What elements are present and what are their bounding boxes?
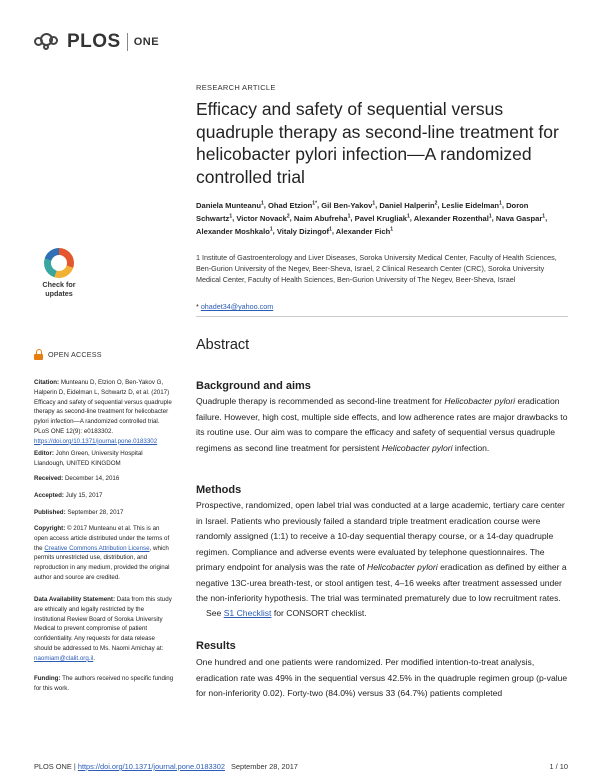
- plos-circles-icon: [34, 31, 64, 53]
- received-date: Received: December 14, 2016: [34, 475, 120, 482]
- author-name: Leslie Eidelman$^1$: [441, 200, 502, 210]
- affiliations: 1 Institute of Gastroenterology and Liver Diseases, Soroka University Medical Center, Faculty of Health Sciences, Ben-Gurion University of the Negev, Beer-Sheva, Israel, 2 Clinical Research Center (CRC), Soroka University Medical Center, Faculty of Health Sciences, Ben-Gurion University of The Negev, Beer-Sheva, Israel: [196, 253, 557, 284]
- editor-block: Editor: John Green, University Hospital Llandough, UNITED KINGDOM: [34, 450, 143, 467]
- s1-checklist-link[interactable]: S1 Checklist: [223, 608, 272, 618]
- page-footer: [34, 762, 568, 771]
- footer-doi-link[interactable]: https://doi.org/10.1371/journal.pone.0183302: [77, 762, 225, 771]
- results-paragraph: One hundred and one patients were randomized. Per modified intention-to-treat analysis, eradication rate was 49% in the sequential versus 42.5% in the quadruple regimen group (p-value for non-inferiority 0.02). Forty-two (84.0%) versus 33 (64.7%) patients completed: [196, 657, 568, 698]
- author-name: Alexander Rozenthal$^1$: [413, 213, 492, 223]
- email-marker: *: [196, 302, 199, 311]
- author-name: Daniela Munteanu$^1$: [196, 200, 264, 210]
- open-access-label: OPEN ACCESS: [34, 349, 102, 360]
- footer-separator: |: [71, 762, 78, 771]
- badge-label: Check for updates: [42, 280, 76, 298]
- logo-text: PLOS: [67, 31, 121, 52]
- citation-doi-link[interactable]: https://doi.org/10.1371/journal.pone.0183302: [34, 437, 158, 445]
- email-link[interactable]: ohadet34@yahoo.com: [200, 302, 274, 311]
- author-name: Nava Gaspar$^1$: [495, 213, 546, 223]
- published-date: Published: September 28, 2017: [34, 509, 124, 516]
- author-name: Pavel Krugliak$^1$: [354, 213, 410, 223]
- article-type: RESEARCH ARTICLE: [196, 83, 276, 92]
- data-contact-email-link[interactable]: naomiam@clalit.org.il: [34, 654, 94, 662]
- corresponding-email: [196, 302, 568, 311]
- author-name: Gil Ben-Yakov$^1$: [321, 200, 376, 210]
- methods-heading: Methods: [196, 484, 242, 496]
- abstract-heading: Abstract: [196, 337, 250, 353]
- author-name: Alexander Fich$^1$: [335, 226, 394, 236]
- author-name: Vitaly Dizingof$^1$: [276, 226, 332, 236]
- accepted-date: Accepted: July 15, 2017: [34, 492, 103, 499]
- author-name: Daniel Halperin$^2$: [379, 200, 438, 210]
- author-name: Victor Novack$^2$: [236, 213, 290, 223]
- methods-paragraph: Prospective, randomized, open label trial was conducted at a large academic, tertiary care center in Israel. Patients who previously failed a standard triple treatment eradication course were randomly assigned (1:1) to receive a 10-day sequential therapy course, or a 14-day quadruple regimen. Compliance and adverse events were evaluated by telephone questionnaires. The primary endpoint for analysis was the rate of Helicobacter pylori eradication as defined by either a negative 13C-urea breath-test, or stool antigen test, 4–16 weeks after treatment assessed under the non-inferiority hypothesis. The trial was terminated prematurely due to low recruitment rates.: [196, 500, 567, 603]
- author-name: Doron Schwartz$^1$: [196, 200, 529, 223]
- background-paragraph: Quadruple therapy is recommended as second-line treatment for Helicobacter pylori eradication failure. However, high cost, multiple side effects, and low adherence rates are major drawbacks to its routine use. Our aim was to compare the efficacy and safety of sequential versus quadruple regimens as second line treatment for persistent Helicobacter pylori infection.: [196, 396, 568, 453]
- footer-journal: PLOS ONE: [34, 762, 72, 771]
- header-divider: [196, 316, 568, 317]
- citation-block: Citation: Munteanu D, Etzion O, Ben-Yakov G, Halperin D, Eidelman L, Schwartz D, et al. (2017) Efficacy and safety of sequential versus quadruple therapy as second-line treatment for helicobacter pylori infection—A randomized controlled trial. PLoS ONE 12(9): e0183302. https://doi.org/10.1371/journal.pone.0183302: [34, 379, 172, 445]
- footer-date: September 28, 2017: [230, 762, 298, 771]
- author-name: Ohad Etzion$^{1*}$: [268, 200, 318, 210]
- open-lock-icon: [34, 349, 43, 360]
- check-for-updates-badge[interactable]: [34, 248, 84, 302]
- author-list: Daniela Munteanu$^1$, Ohad Etzion$^{1*}$, Gil Ben-Yakov$^1$, Daniel Halperin$^2$, Leslie Eidelman$^1$, Doron Schwartz$^1$, Victor Novack$^2$, Naim Abufreha$^1$, Pavel Krugliak$^1$, Alexander Rozenthal$^1$, Nava Gaspar$^1$, Alexander Moshkalo$^1$, Vitaly Dizingof$^1$, Alexander Fich$^1$: [196, 200, 548, 236]
- page-number: 1 / 10: [549, 762, 568, 771]
- license-link[interactable]: Creative Commons Attribution License: [44, 544, 150, 552]
- author-name: Alexander Moshkalo$^1$: [196, 226, 273, 236]
- copyright-block: Copyright: © 2017 Munteanu et al. This is an open access article distributed under the terms of the Creative Commons Attribution License, which permits unrestricted use, distribution, and reproduction in any medium, provided the original author and source are credited.: [34, 525, 170, 581]
- results-heading: Results: [196, 640, 236, 652]
- background-heading: Background and aims: [196, 380, 311, 392]
- consort-note: See S1 Checklist for CONSORT checklist.: [206, 608, 367, 618]
- logo-journal: ONE: [133, 36, 160, 48]
- funding-block: Funding: The authors received no specific funding for this work.: [34, 675, 174, 692]
- article-title: Efficacy and safety of sequential versus quadruple therapy as second-line treatment for helicobacter pylori infection—A randomized controlled trial: [196, 99, 559, 187]
- logo-divider: [127, 33, 128, 51]
- plos-logo: [34, 30, 159, 54]
- data-availability-block: Data Availability Statement: Data from this study are ethically and legally restricted by the Institutional Review Board of Soroka University Medical to prevent compromise of patient confidentiality. Any requests for data release should be addressed to Ms. Naomi Amichay at: naomiam@clalit.org.il.: [34, 596, 172, 662]
- author-name: Naim Abufreha$^1$: [293, 213, 351, 223]
